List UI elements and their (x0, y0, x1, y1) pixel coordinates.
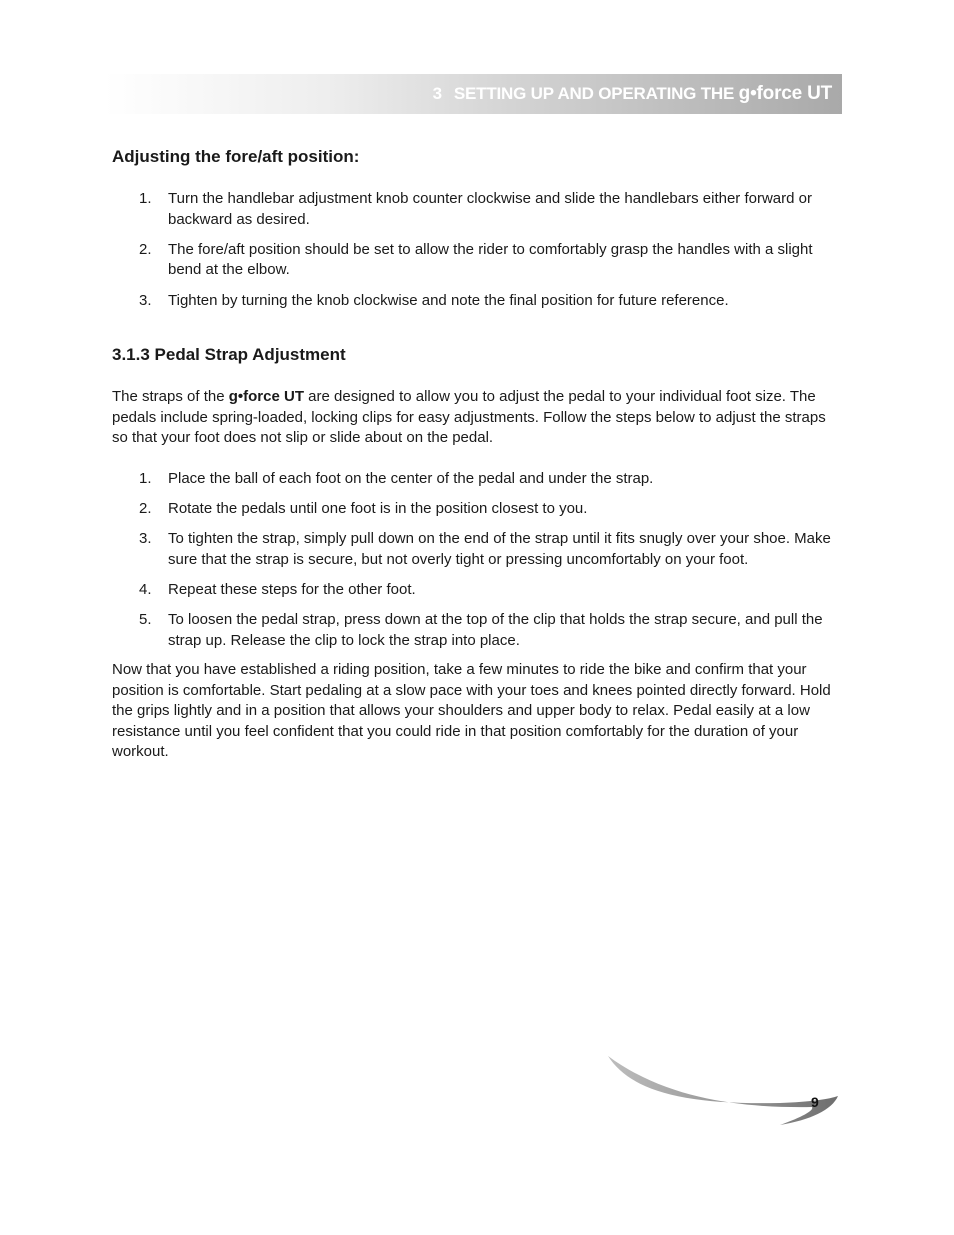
step-number: 3. (139, 530, 152, 548)
step-number: 1. (139, 470, 152, 487)
chapter-number: 3 (432, 84, 442, 103)
step-number: 2. (139, 240, 152, 258)
pedal-strap-heading: 3.1.3 Pedal Strap Adjustment (112, 345, 346, 364)
step-number: 3. (139, 291, 152, 309)
step-text: Repeat these steps for the other foot. (168, 581, 416, 599)
step-text: To loosen the pedal strap, press down at the top of the clip that holds the strap secure, and pull the strap up. Release the clip to lock the strap into place. (168, 611, 823, 649)
list-item (112, 499, 844, 520)
step-text: Turn the handlebar adjustment knob counter clockwise and slide the handlebars either forward or backward as desired. (168, 190, 812, 228)
intro-brand: g•force UT (228, 388, 304, 405)
list-item (112, 529, 844, 570)
step-number: 5. (139, 611, 152, 629)
step-text: To tighten the strap, simply pull down on the end of the strap until it fits snugly over your shoe. Make sure that the strap is secure, but not overly tight or pressing uncomfortably on your foot. (168, 530, 831, 568)
list-item (112, 189, 844, 230)
list-item (112, 580, 844, 601)
step-number: 2. (139, 500, 152, 518)
step-text: The fore/aft position should be set to allow the rider to comfortably grasp the handles with a slight bend at the elbow. (168, 240, 813, 279)
list-item (112, 469, 844, 490)
list-item (112, 240, 844, 281)
closing-paragraph: Now that you have established a riding position, take a few minutes to ride the bike and confirm that your position is comfortable. Start pedaling at a slow pace with your toes and knees pointed directly forward. Hold the grips lightly and in a position that allows your shoulders and upper body to relax. Pedal easily at a low resistance until you feel confident that you could ride in that position comfortably for the duration of your workout. (112, 661, 831, 761)
intro-text-start: The straps of the (112, 388, 229, 405)
intro-text-end: are designed to allow you to adjust the pedal to your individual foot size. The pedals include spring-loaded, locking clips for easy adjustments. Follow the steps below to adjust the straps so that your foot does not slip or slide about on the pedal. (112, 388, 826, 447)
step-text: Tighten by turning the knob clockwise and note the final position for future reference. (168, 291, 729, 309)
pedal-intro-paragraph (112, 387, 844, 449)
fore-aft-steps (112, 189, 844, 321)
header-band (104, 74, 842, 114)
chapter-brand: g•force UT (738, 83, 832, 104)
pedal-steps (112, 469, 844, 661)
chapter-title-text: SETTING UP AND OPERATING THE (453, 84, 735, 103)
page-number: 9 (811, 1094, 819, 1110)
step-number: 4. (139, 581, 152, 599)
swoosh-graphic (600, 1050, 845, 1130)
step-text: Rotate the pedals until one foot is in the position closest to you. (168, 500, 588, 518)
step-text: Place the ball of each foot on the center of the pedal and under the strap. (168, 470, 654, 487)
fore-aft-heading: Adjusting the fore/aft position: (112, 147, 360, 166)
list-item (112, 610, 844, 651)
chapter-title (433, 74, 832, 114)
step-number: 1. (139, 190, 152, 207)
list-item (112, 291, 844, 312)
